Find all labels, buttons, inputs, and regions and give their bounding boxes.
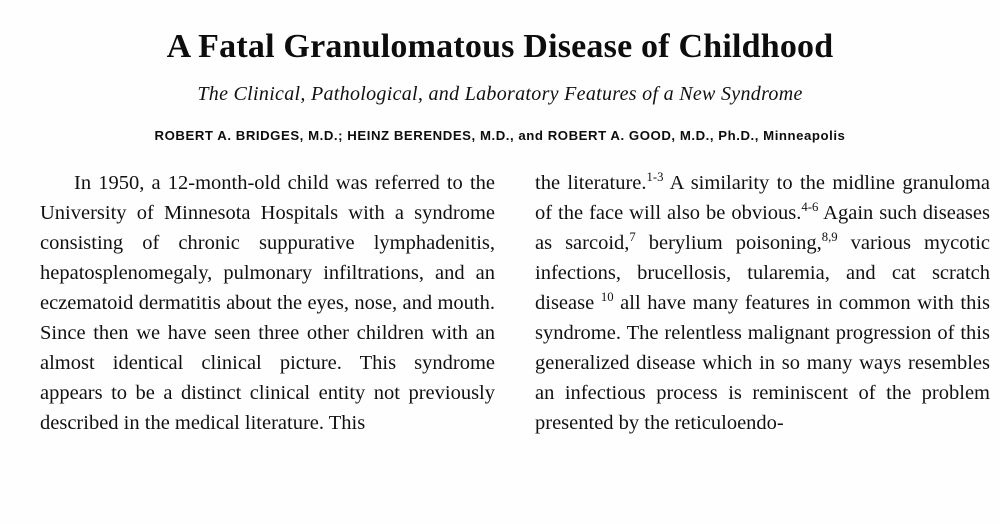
paragraph-right (535, 169, 990, 438)
footnote-ref-3[interactable]: 7 (629, 230, 636, 245)
text-run-2: A similarity to the midline granuloma of the face will also be obvious. (535, 172, 991, 225)
text-run-3: Again such diseases as sarcoid, (535, 202, 990, 255)
footnote-ref-5[interactable]: 10 (600, 290, 614, 305)
footnote-ref-2[interactable]: 4-6 (801, 200, 819, 215)
paragraph-left: In 1950, a 12-month-old child was referred to the University of Minnesota Hospitals with a syndrome consisting of chronic suppurative lymphadenitis, hepatosplenomegaly, pulmonary infiltrations, and an eczematoid dermatitis about the eyes, nose, and mouth. Since then we have seen three other children with an almost identical clinical picture. This syndrome appears to be a distinct clinical entity not previously described in the medical literature. This (40, 172, 495, 434)
body-columns (40, 169, 991, 438)
page-title: A Fatal Granulomatous Disease of Childhood (166, 28, 834, 65)
page-subtitle: The Clinical, Pathological, and Laboratory Features of a New Syndrome (197, 83, 803, 106)
text-run-4: berylium poisoning, (635, 232, 822, 255)
footnote-ref-1[interactable]: 1-3 (646, 170, 664, 185)
text-run-5: various mycotic infections, brucellosis, tularemia, and cat scratch disease (535, 232, 990, 315)
author-byline: ROBERT A. BRIDGES, M.D.; HEINZ BERENDES, M.D., and ROBERT A. GOOD, M.D., Ph.D., Minneapolis (154, 128, 846, 144)
text-run-6: all have many features in common with this syndrome. The relentless malignant progression of this generalized disease which in so many ways resembles an infectious process is reminiscent of the problem presented by the reticuloendo- (535, 292, 990, 434)
column-right (535, 169, 990, 438)
column-left (40, 169, 495, 438)
footnote-ref-4[interactable]: 8,9 (821, 230, 838, 245)
text-run-1: the literature. (535, 172, 647, 195)
